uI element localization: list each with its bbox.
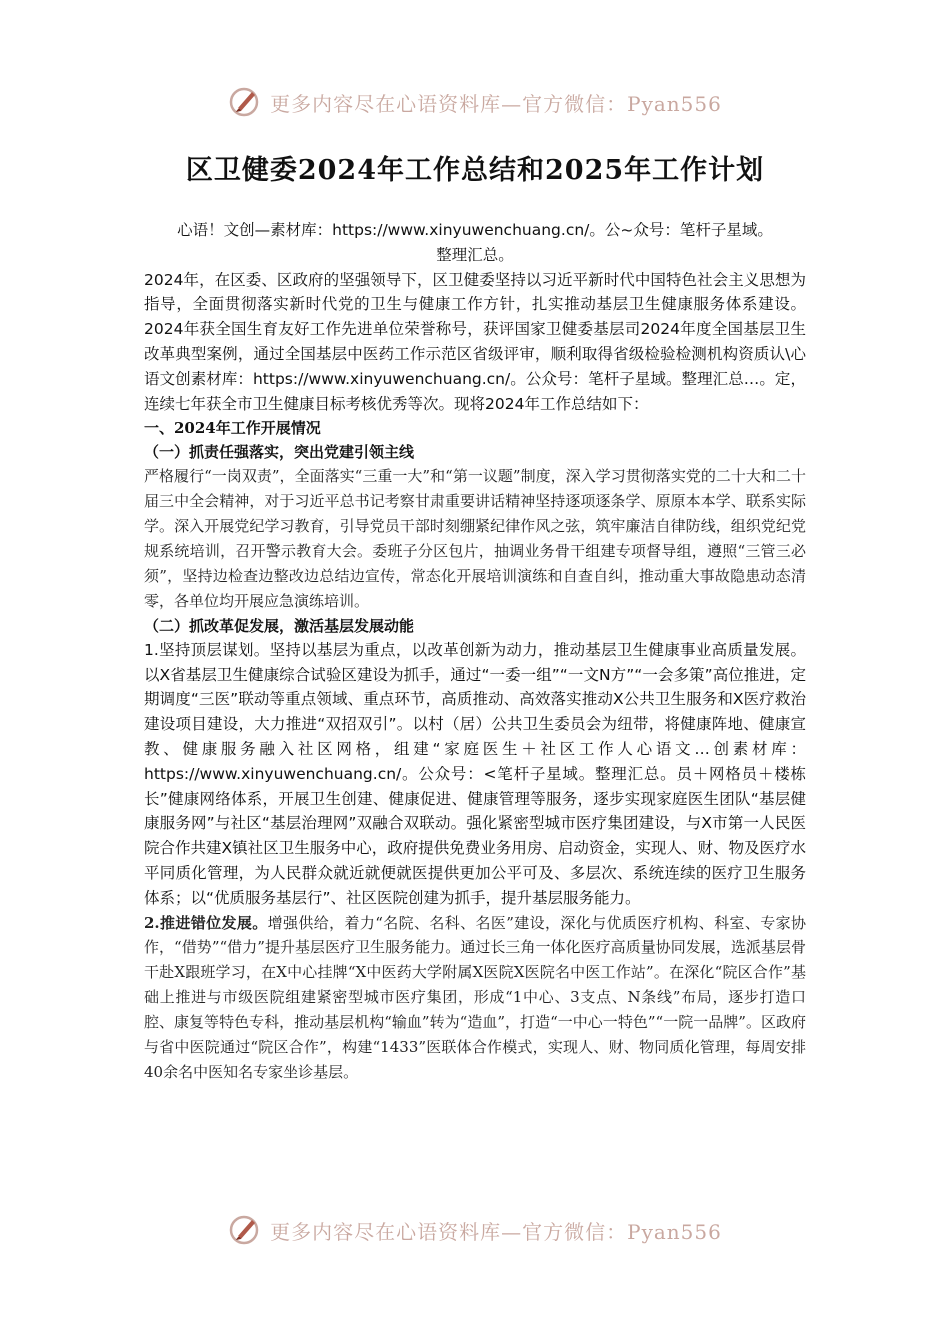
document-title: 区卫健委2024年工作总结和2025年工作计划 (185, 155, 765, 186)
paragraph-2-body: 增强供给，着力“名院、名科、名医”建设，深化与优质医疗机构、科室、专家协作，“借势”“借力”提升基层医疗卫生服务能力。通过长三角一体化医疗高质量协同发展，选派基层骨干赴X跟班学习，在X中心挂牌“X中医药大学附属X医院X医院名中医工作站”。在深化“院区合作”基础上推进与市级医院组建紧密型城市医疗集团，形成“1中心、3支点、N条线”布局，逐步打造口腔、康复等特色专科，推动基层机构“输血”转为“造血”，打造“一中心一特色”“一院一品牌”。区政府与省中医院通过“院区合作”，构建“1433”医联体合作模式，实现人、财、物同质化管理，每周安排40余名中医知名专家坐诊基层。 (144, 913, 806, 1082)
subsection-heading-1: （一）抓责任强落实，突出党建引领主线 (144, 443, 415, 462)
watermark-text: 更多内容尽在心语资料库—官方微信：Pyan556 (270, 1219, 722, 1244)
paragraph-2-lead: 2.推进错位发展。 (144, 913, 268, 932)
opening-paragraph: 2024年，在区委、区政府的坚强领导下，区卫健委坚持以习近平新时代中国特色社会主义思想为指导，全面贯彻落实新时代党的卫生与健康工作方针，扎实推动基层卫生健康服务体系建设。2024年获全国生育友好工作先进单位荣誉称号，获评国家卫健委基层司2024年度全国基层卫生改革典型案例，通过全国基层中医药工作示范区省级评审，顺利取得省级检验检测机构资质认\心语文创素材库：https://www.xinyuwenchuang.cn/。公众号：笔杆子星域。整理汇总…。定，连续七年获全市卫生健康目标考核优秀等次。现将2024年工作总结如下： (144, 270, 806, 413)
subsection-1-body: 严格履行“一岗双责”，全面落实“三重一大”和“第一议题”制度，深入学习贯彻落实党的二十大和二十届三中全会精神，对于习近平总书记考察甘肃重要讲话精神坚持逐项逐条学、原原本本学、联系实际学。深入开展党纪学习教育，引导党员干部时刻绷紧纪律作风之弦，筑牢廉洁自律防线，组织党纪党规系统培训，召开警示教育大会。委班子分区包片，抽调业务骨干组建专项督导组，遵照“三管三必须”，坚持边检查边整改边总结边宣传，常态化开展培训演练和自查自纠，推动重大事故隐患动态清零，各单位均开展应急演练培训。 (144, 467, 806, 610)
intro-line-1: 心语！文创—素材库：https://www.xinyuwenchuang.cn/。公~众号：笔杆子星域。 (177, 221, 773, 239)
subsection-2-paragraph-1: 1.坚持顶层谋划。坚持以基层为重点，以改革创新为动力，推动基层卫生健康事业高质量发展。以X省基层卫生健康综合试验区建设为抓手，通过“一委一组”“一文N方”“一会多策”高位推进，定期调度“三医”联动等重点领域、重点环节，高质推动、高效落实推动X公共卫生服务和X医疗救治建设项目建设，大力推进“双招双引”。以村（居）公共卫生委员会为纽带，将健康阵地、健康宣教、健康服务融入社区网格，组建“家庭医生＋社区工作人心语文…创素材库：https://www.xinyuwenchuang.cn/。公众号：<笔杆子星域。整理汇总。员＋网格员＋楼栋长”健康网络体系，开展卫生创建、健康促进、健康管理等服务，逐步实现家庭医生团队“基层健康服务网”与社区“基层治理网”双融合双联动。强化紧密型城市医疗集团建设，与X市第一人民医院合作共建X镇社区卫生服务中心，政府提供免费业务用房、启动资金，实现人、财、物及医疗水平同质化管理，为人民群众就近就便就医提供更加公平可及、多层次、系统连续的医疗卫生服务体系；以“优质服务基层行”、社区医院创建为抓手，提升基层服务能力。 (144, 640, 806, 907)
watermark-banner-top (0, 82, 950, 122)
brush-logo-icon (228, 1212, 264, 1248)
subsection-heading-2: （二）抓改革促发展，激活基层发展动能 (144, 616, 415, 635)
section-heading-1: 一、2024年工作开展情况 (144, 419, 321, 438)
subsection-2-paragraph-2 (144, 911, 806, 1085)
brush-logo-icon (228, 84, 264, 120)
watermark-banner-bottom (0, 1210, 950, 1250)
watermark-text: 更多内容尽在心语资料库—官方微信：Pyan556 (270, 91, 722, 116)
intro-line-2: 整理汇总。 (436, 245, 514, 264)
document-body (144, 218, 806, 1085)
